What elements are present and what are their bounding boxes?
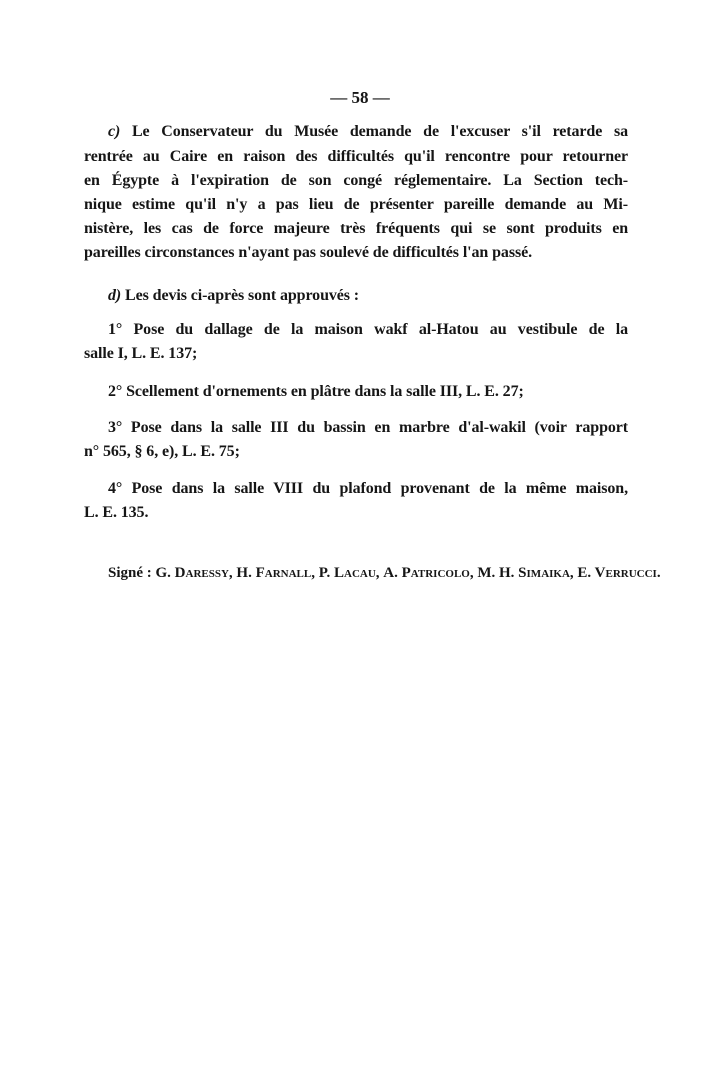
signatory: H. Farnall, [236,565,315,581]
signatory: A. Patricolo, [383,565,474,581]
item-4-line: L. E. 135. [84,504,149,521]
para-c-line [108,122,628,142]
para-d-marker: d) [108,287,122,304]
item-2-line: 2° Scellement d'ornements en plâtre dans la salle III, L. E. 27; [108,383,524,400]
para-d [108,286,628,306]
signature [108,565,661,582]
para-c-line: en Égypte à l'expiration de son congé réglementaire. La Section tech- [84,172,628,189]
para-d-text: Les devis ci-après sont approuvés : [125,287,360,304]
item-4-line: 4° Pose dans la salle VIII du plafond provenant de la même maison, [108,480,628,497]
item-3-line: n° 565, § 6, e), L. E. 75; [84,443,240,460]
item-1-line: salle I, L. E. 137; [84,345,198,362]
signature-label: Signé : [108,565,152,581]
signatory: E. Verrucci. [577,565,661,581]
para-c-marker: c) [108,123,121,140]
para-c-line: nistère, les cas de force majeure très fréquents qui se sont produits en [84,220,628,237]
para-c-line: rentrée au Caire en raison des difficultés qu'il rencontre pour retourner [84,148,628,165]
signatory: G. Daressy, [155,565,233,581]
page-number: — 58 — [330,88,390,107]
signatory: M. H. Simaika, [477,565,574,581]
para-c-text: Le Conservateur du Musée demande de l'excuser s'il retarde sa [131,123,628,140]
item-3-line: 3° Pose dans la salle III du bassin en marbre d'al-wakil (voir rapport [108,419,628,436]
signatory: P. Lacau, [318,565,380,581]
para-c-line: nique estime qu'il n'y a pas lieu de présenter pareille demande au Mi- [84,196,628,213]
item-1-line: 1° Pose du dallage de la maison wakf al-Hatou au vestibule de la [108,321,628,338]
para-c-line: pareilles circonstances n'ayant pas soulevé de difficultés l'an passé. [84,244,532,261]
